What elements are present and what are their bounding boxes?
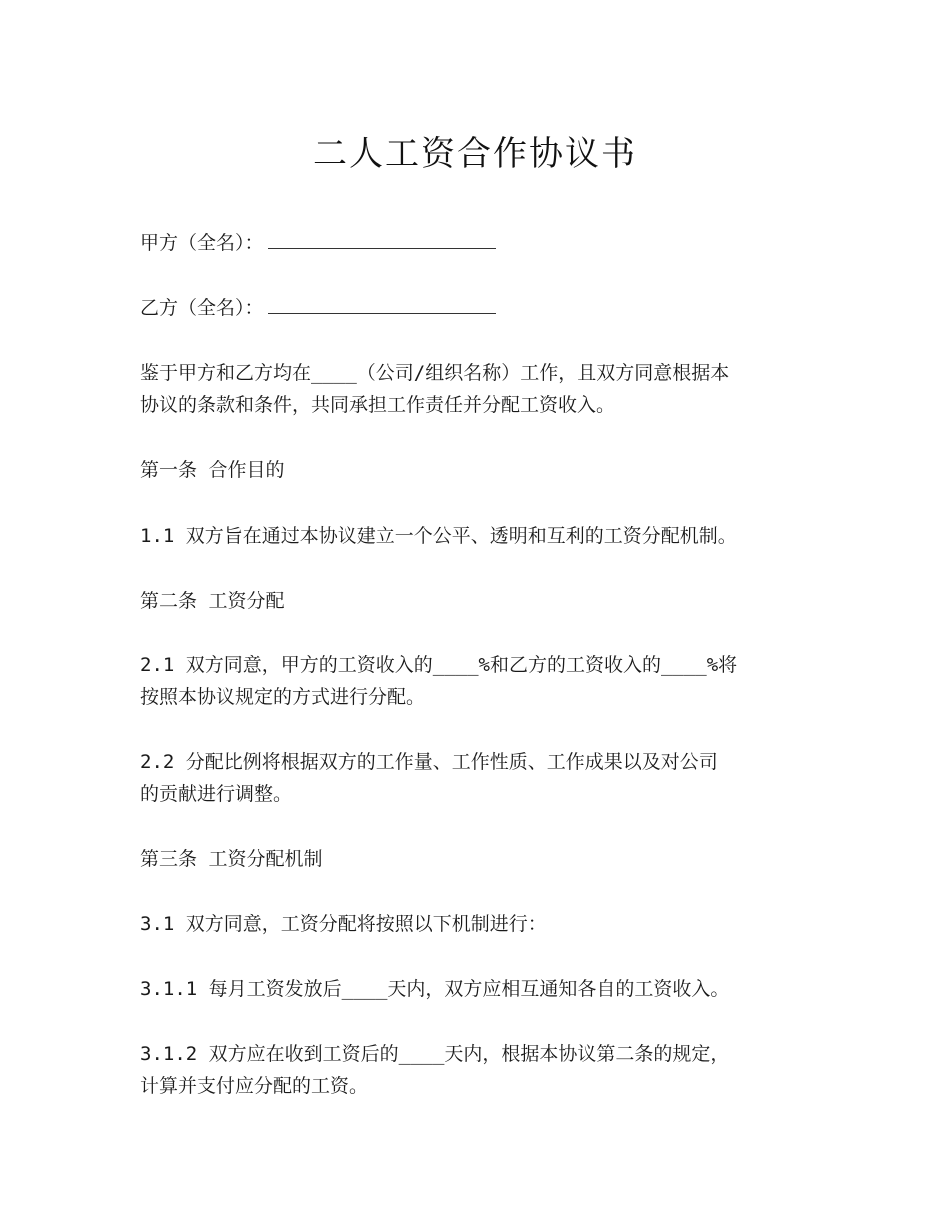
party-a-line [140,227,830,259]
preamble-line-2: 协议的条款和条件，共同承担工作责任并分配工资收入。 [140,394,616,416]
preamble [140,357,830,421]
article-1-heading: 第一条 合作目的 [140,459,285,481]
clause-3-1-2-line-2: 计算并支付应分配的工资。 [140,1075,369,1097]
party-a-blank [268,247,496,249]
clause-3-1: 3.1 双方同意，工资分配将按照以下机制进行： [140,913,547,935]
clause-3-1-2-line-1: 3.1.2 双方应在收到工资后的____天内，根据本协议第二条的规定， [140,1043,730,1065]
party-b-blank [268,312,496,314]
document-title: 二人工资合作协议书 [313,134,637,174]
clause-3-1-2 [140,1038,830,1102]
clause-2-2-line-2: 的贡献进行调整。 [140,783,293,805]
clause-2-1 [140,649,830,713]
party-b-label: 乙方（全名）： [140,297,264,319]
party-b-line [140,292,830,324]
clause-2-2-line-1: 2.2 分配比例将根据双方的工作量、工作性质、工作成果以及对公司 [140,751,718,773]
clause-3-1-1: 3.1.1 每月工资发放后____天内，双方应相互通知各自的工资收入。 [140,978,730,1000]
article-3-heading: 第三条 工资分配机制 [140,848,323,870]
article-2-heading: 第二条 工资分配 [140,590,285,612]
clause-2-1-line-2: 按照本协议规定的方式进行分配。 [140,686,426,708]
preamble-line-1: 鉴于甲方和乙方均在____（公司/组织名称）工作，且双方同意根据本 [140,362,730,384]
party-a-label: 甲方（全名）： [140,232,264,254]
clause-2-2 [140,746,830,810]
clause-2-1-line-1: 2.1 双方同意，甲方的工资收入的____%和乙方的工资收入的____%将 [140,654,738,676]
clause-1-1: 1.1 双方旨在通过本协议建立一个公平、透明和互利的工资分配机制。 [140,525,737,547]
